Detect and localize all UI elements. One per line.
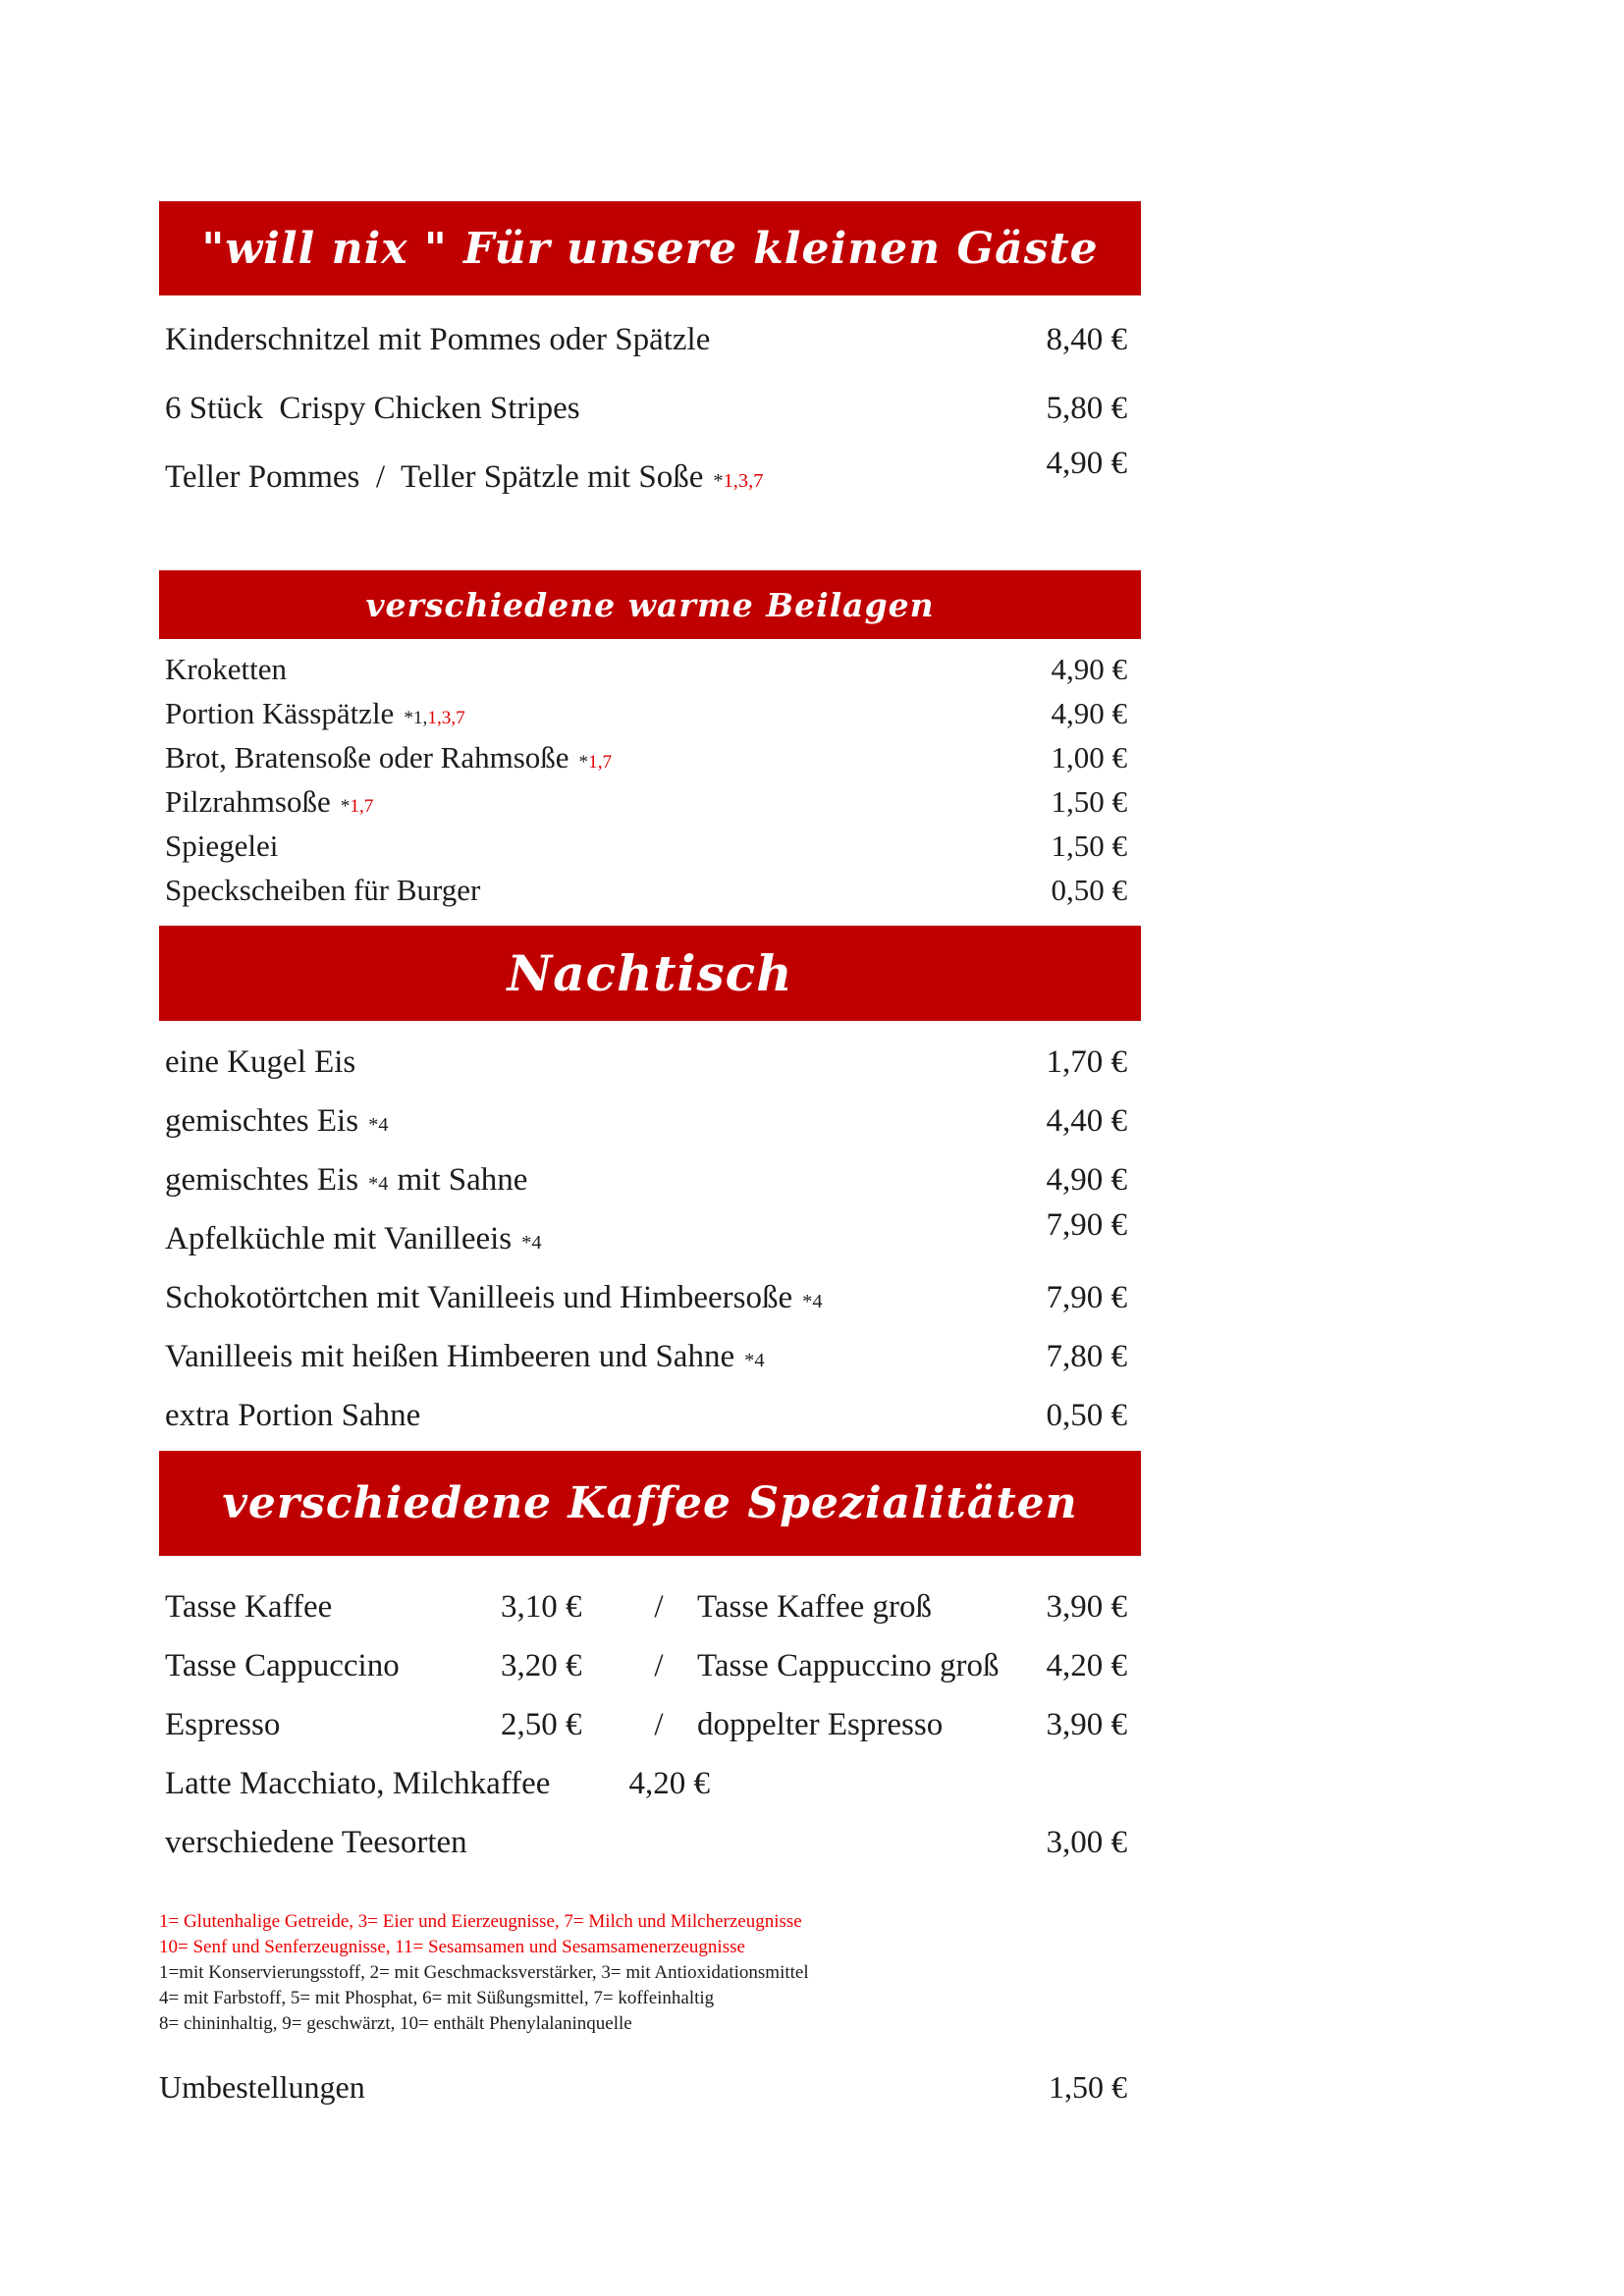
item-name: Kroketten	[165, 651, 287, 686]
allergen-marker-red: 1,7	[588, 751, 613, 773]
item-name: Kinderschnitzel mit Pommes oder Spätzle	[165, 321, 711, 357]
item-name: Apfelküchle mit Vanilleeis *4	[165, 1220, 542, 1256]
footnote-line: 1= Glutenhalige Getreide, 3= Eier und Eierzeugnisse, 7= Milch und Milcherzeugnisse	[159, 1911, 802, 1932]
allergen-marker-red: 1,7	[350, 795, 374, 817]
item-name: Vanilleeis mit heißen Himbeeren und Sahne *4	[165, 1338, 765, 1374]
footnote-line: 1=mit Konservierungsstoff, 2= mit Geschmacksverstärker, 3= mit Antioxidationsmittel	[159, 1962, 809, 1983]
allergen-marker-black: *	[340, 795, 351, 817]
menu-item-row	[159, 1577, 1141, 1636]
slash-separator: /	[654, 1706, 664, 1742]
item-price: 4,20 €	[1046, 1647, 1127, 1683]
item-name: Espresso	[165, 1706, 281, 1742]
item-name: gemischtes Eis *4 mit Sahne	[165, 1161, 528, 1198]
item-price: 7,90 €	[1046, 1279, 1127, 1315]
section-nachtisch	[159, 1033, 1141, 1445]
item-name: Tasse Cappuccino groß	[697, 1647, 1000, 1683]
footnote-line: 8= chininhaltig, 9= geschwärzt, 10= enthält Phenylalaninquelle	[159, 2013, 632, 2034]
slash-separator: /	[654, 1588, 664, 1625]
item-name: Teller Pommes / Teller Spätzle mit Soße *1,3,7	[165, 458, 764, 495]
item-price: 7,80 €	[1046, 1338, 1127, 1374]
item-name: Speckscheiben für Burger	[165, 872, 481, 907]
item-price: 1,50 €	[1049, 2068, 1127, 2105]
section-banner-kids: "will nix " Für unsere kleinen Gäste	[159, 201, 1141, 295]
allergen-footnotes	[159, 1909, 1141, 2037]
footnote-line: 4= mit Farbstoff, 5= mit Phosphat, 6= mit Süßungsmittel, 7= koffeinhaltig	[159, 1988, 715, 2008]
allergen-marker-black: *1,	[404, 707, 428, 728]
item-price: 0,50 €	[1046, 1397, 1127, 1433]
item-price: 3,90 €	[1046, 1706, 1127, 1742]
item-name: Tasse Kaffee	[165, 1588, 333, 1625]
menu-item-row	[159, 1033, 1141, 1092]
allergen-marker-black: *	[578, 751, 589, 773]
menu-item-row	[159, 1092, 1141, 1150]
menu-item-row	[159, 374, 1141, 443]
allergen-marker-black: *4	[368, 1172, 389, 1195]
section-beilagen	[159, 647, 1141, 912]
menu-item-row	[159, 824, 1141, 868]
item-name: gemischtes Eis *4	[165, 1102, 389, 1139]
footnote-line: 10= Senf und Senferzeugnisse, 11= Sesamsamen und Sesamsamenerzeugnisse	[159, 1937, 745, 1957]
menu-item-row	[159, 1327, 1141, 1386]
menu-item-row	[159, 691, 1141, 735]
allergen-marker-black: *	[713, 469, 724, 492]
allergen-marker-black: *4	[744, 1349, 765, 1371]
menu-item-row	[159, 647, 1141, 691]
menu-item-row	[159, 443, 1141, 511]
allergen-marker-red: 1,3,7	[427, 707, 465, 728]
item-name: Umbestellungen	[159, 2068, 365, 2105]
menu-item-row	[159, 305, 1141, 374]
item-price: 0,50 €	[1051, 872, 1127, 907]
item-name: extra Portion Sahne	[165, 1397, 421, 1433]
item-price: 1,70 €	[1046, 1043, 1127, 1080]
item-price: 3,10 €	[501, 1588, 582, 1625]
item-price: 3,20 €	[501, 1647, 582, 1683]
item-price: 2,50 €	[501, 1706, 582, 1742]
slash-separator: /	[654, 1647, 664, 1683]
item-name: Latte Macchiato, Milchkaffee	[165, 1765, 551, 1801]
section-kaffee	[159, 1577, 1141, 1872]
item-price: 3,90 €	[1046, 1588, 1127, 1625]
menu-item-row	[159, 1813, 1141, 1872]
menu-item-row	[159, 779, 1141, 824]
item-price: 4,40 €	[1046, 1102, 1127, 1139]
item-price: 4,20 €	[628, 1765, 710, 1801]
item-price: 1,00 €	[1051, 739, 1127, 774]
menu-content	[159, 201, 1141, 2111]
menu-item-row	[159, 1695, 1141, 1754]
item-price: 1,50 €	[1051, 828, 1127, 863]
menu-item-row	[159, 1754, 1141, 1813]
item-price: 3,00 €	[1046, 1824, 1127, 1860]
item-name: Pilzrahmsoße *1,7	[165, 783, 374, 819]
allergen-marker-black: *4	[368, 1113, 389, 1136]
item-name: Spiegelei	[165, 828, 279, 863]
item-name: Portion Kässpätzle *1,1,3,7	[165, 695, 465, 730]
section-banner-nachtisch: Nachtisch	[159, 926, 1141, 1021]
allergen-marker-red: 1,3,7	[723, 469, 764, 492]
menu-item-row	[159, 1150, 1141, 1209]
menu-item-row	[159, 735, 1141, 779]
item-price: 4,90 €	[1046, 1161, 1127, 1198]
item-price: 4,90 €	[1051, 695, 1127, 730]
menu-item-row	[159, 2062, 1141, 2111]
allergen-marker-black: *4	[521, 1231, 542, 1254]
item-price: 1,50 €	[1051, 783, 1127, 819]
allergen-marker-black: *4	[802, 1290, 823, 1312]
section-banner-kaffee: verschiedene Kaffee Spezialitäten	[159, 1451, 1141, 1556]
menu-item-row	[159, 1206, 1141, 1268]
item-name: Schokotörtchen mit Vanilleeis und Himbeersoße *4	[165, 1279, 823, 1315]
item-name: verschiedene Teesorten	[165, 1824, 467, 1860]
item-name: Tasse Cappuccino	[165, 1647, 400, 1683]
item-price: 7,90 €	[1046, 1206, 1127, 1243]
item-price: 4,90 €	[1046, 445, 1127, 481]
item-name: Brot, Bratensoße oder Rahmsoße *1,7	[165, 739, 613, 774]
menu-item-row	[159, 1386, 1141, 1445]
item-name: doppelter Espresso	[697, 1706, 944, 1742]
item-name: eine Kugel Eis	[165, 1043, 356, 1080]
menu-item-row	[159, 868, 1141, 912]
item-price: 5,80 €	[1046, 390, 1127, 426]
menu-item-row	[159, 1636, 1141, 1695]
item-price: 4,90 €	[1051, 651, 1127, 686]
section-kids	[159, 305, 1141, 511]
section-banner-beilagen: verschiedene warme Beilagen	[159, 570, 1141, 639]
item-name: 6 Stück Crispy Chicken Stripes	[165, 390, 580, 426]
item-name: Tasse Kaffee groß	[697, 1588, 932, 1625]
menu-item-row	[159, 1268, 1141, 1327]
item-price: 8,40 €	[1046, 321, 1127, 357]
